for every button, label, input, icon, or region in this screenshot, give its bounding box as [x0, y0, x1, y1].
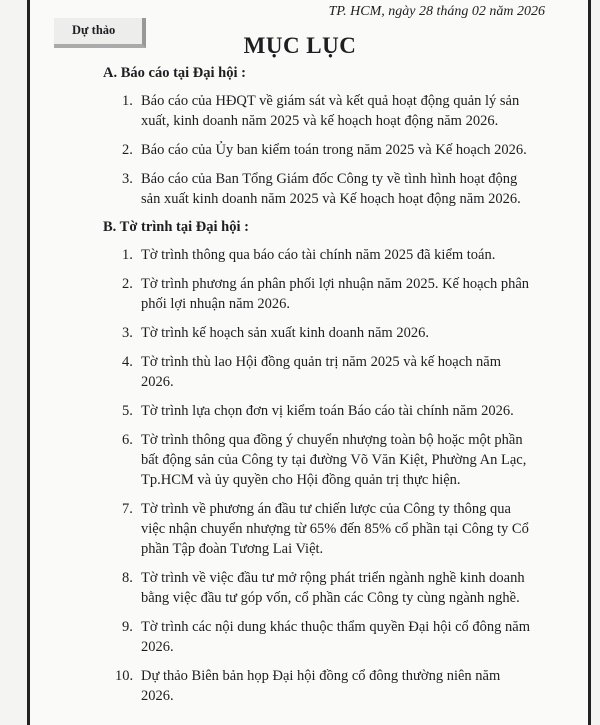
list-item [122, 401, 532, 421]
item-number: 7. [122, 501, 133, 517]
item-text: Dự thảo Biên bản họp Đại hội đồng cổ đông thường niên năm 2026. [141, 668, 501, 704]
item-text: Tờ trình các nội dung khác thuộc thẩm quyền Đại hội cổ đông năm 2026. [141, 619, 531, 655]
list-item [122, 245, 532, 265]
item-text: Báo cáo của HĐQT về giám sát và kết quả hoạt động quản lý sản xuất, kinh doanh năm 2025 và kế hoạch hoạt động năm 2026. [141, 93, 520, 129]
item-number: 5. [122, 403, 133, 419]
item-text: Tờ trình thông qua đồng ý chuyển nhượng toàn bộ hoặc một phần bất động sản của Công ty tại đường Võ Văn Kiệt, Phường An Lạc, Tp.HCM và ủy quyền cho Hội đồng quản trị thực hiện. [141, 432, 527, 488]
item-number: 6. [122, 432, 133, 448]
item-text: Báo cáo của Ban Tổng Giám đốc Công ty về tình hình hoạt động sản xuất kinh doanh năm 2025 và Kế hoạch hoạt động năm 2026. [141, 171, 521, 207]
item-number: 9. [122, 619, 133, 635]
item-number: 10. [115, 668, 134, 684]
section-a-heading: A. Báo cáo tại Đại hội : [103, 65, 246, 81]
item-text: Tờ trình thù lao Hội đồng quản trị năm 2025 và kế hoạch năm 2026. [141, 354, 502, 390]
draft-label: Dự thảo [72, 23, 116, 37]
list-item [122, 323, 532, 343]
list-item [122, 499, 532, 559]
item-text: Tờ trình lựa chọn đơn vị kiểm toán Báo cáo tài chính năm 2026. [141, 403, 514, 419]
item-number: 1. [122, 247, 133, 263]
list-item [122, 91, 532, 131]
item-number: 3. [122, 325, 133, 341]
item-text: Tờ trình phương án phân phối lợi nhuận năm 2025. Kế hoạch phân phối lợi nhuận năm 2026. [141, 276, 530, 312]
item-number: 4. [122, 354, 133, 370]
item-number: 2. [122, 276, 133, 292]
list-item [122, 169, 532, 209]
item-text: Tờ trình về phương án đầu tư chiến lược của Công ty thông qua việc nhận chuyển nhượng từ 65% đến 85% cổ phần tại Công ty Cổ phần Tập đoàn Tương Lai Việt. [141, 501, 529, 557]
page-title: MỤC LỤC [243, 33, 357, 58]
document-date: TP. HCM, ngày 28 tháng 02 năm 2026 [328, 4, 545, 19]
list-item [122, 140, 532, 160]
item-text: Tờ trình thông qua báo cáo tài chính năm 2025 đã kiểm toán. [141, 247, 496, 263]
item-text: Báo cáo của Ủy ban kiểm toán trong năm 2025 và Kế hoạch 2026. [141, 142, 527, 158]
section-b-heading: B. Tờ trình tại Đại hội : [103, 219, 249, 235]
toc-content [103, 0, 533, 725]
list-item [115, 666, 525, 706]
list-item [122, 617, 532, 657]
item-number: 8. [122, 570, 133, 586]
item-number: 1. [122, 93, 133, 109]
item-text: Tờ trình về việc đầu tư mở rộng phát triển ngành nghề kinh doanh bằng việc đầu tư góp vốn, cổ phần các Công ty cùng ngành nghề. [141, 570, 525, 606]
item-number: 3. [122, 171, 133, 187]
item-text: Tờ trình kế hoạch sản xuất kinh doanh năm 2026. [141, 325, 429, 341]
list-item [122, 568, 532, 608]
item-number: 2. [122, 142, 133, 158]
list-item [122, 352, 532, 392]
list-item [122, 430, 532, 490]
list-item [122, 274, 532, 314]
